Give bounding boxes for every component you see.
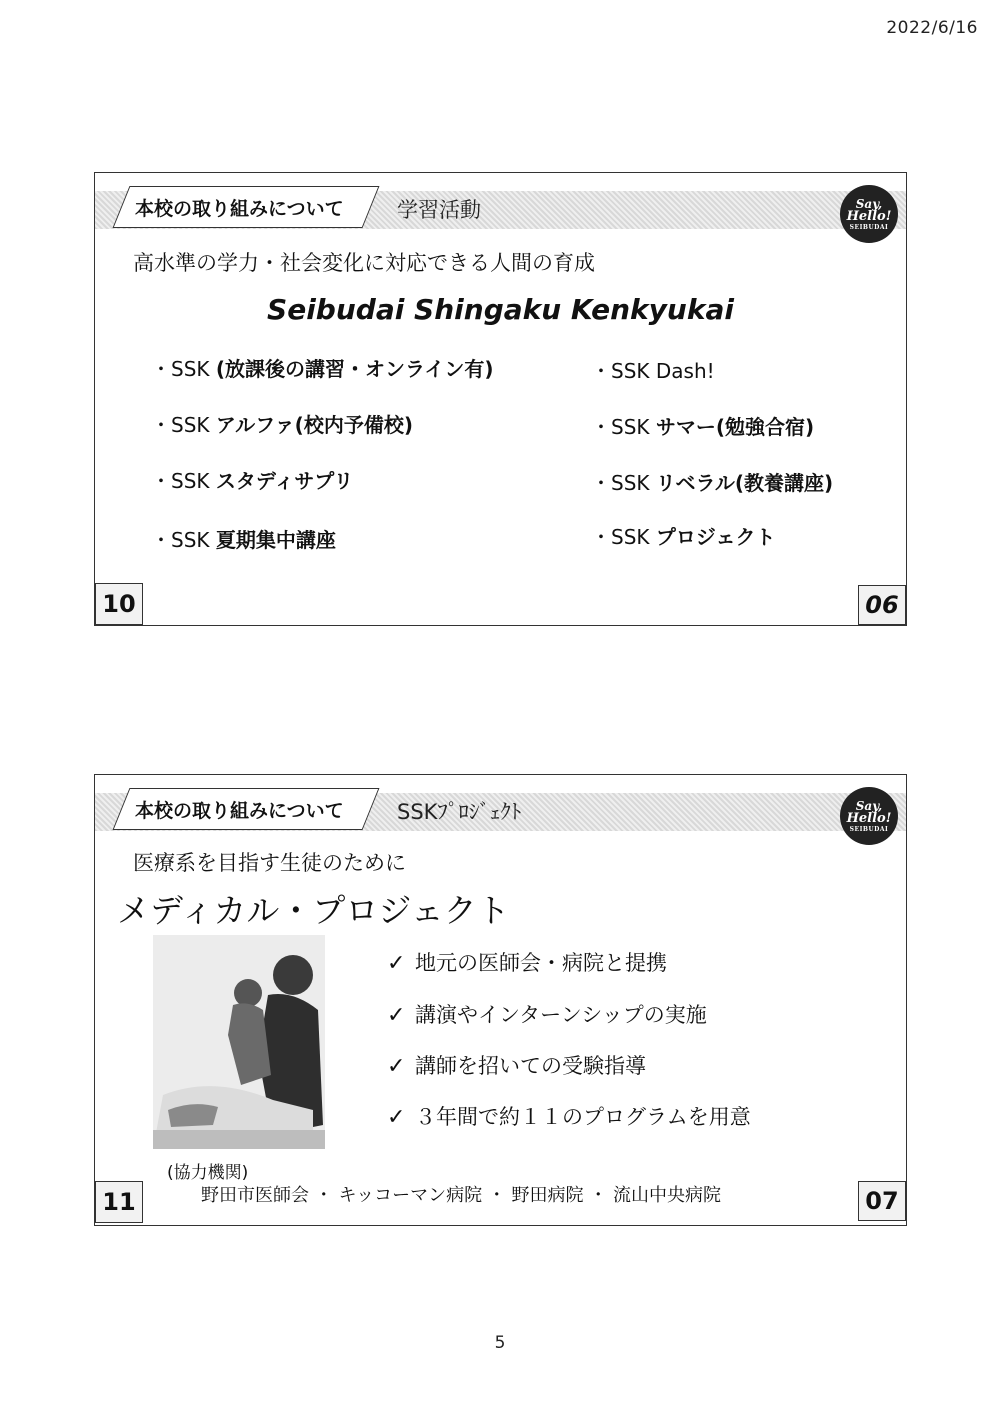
list-item: [151, 409, 413, 438]
bullet-prefix: ・SSK: [591, 471, 656, 495]
check-text: ３年間で約１１のプログラムを用意: [415, 1105, 751, 1129]
bullet-prefix: ・SSK: [151, 413, 216, 437]
bullet-prefix: ・SSK: [151, 528, 216, 552]
slide-number-right: 07: [858, 1181, 906, 1221]
cooperating-organizations-list: 野田市医師会 ・ キッコーマン病院 ・ 野田病院 ・ 流山中央病院: [201, 1185, 721, 1206]
list-item: [591, 467, 833, 496]
slide-subtitle: 医療系を目指す生徒のために: [133, 851, 406, 875]
slide-header-title: 本校の取り組みについて: [135, 800, 344, 822]
bullet-prefix: ・SSK: [591, 415, 656, 439]
page-number: 5: [494, 1333, 506, 1353]
bullet-prefix: ・SSK Dash!: [591, 359, 715, 383]
slide-title: メディカル・プロジェクト: [117, 891, 510, 930]
logo-line: Hello!: [846, 810, 892, 826]
photo-illustration-icon: [153, 935, 325, 1149]
list-item: [591, 521, 775, 550]
slide-subtitle: 高水準の学力・社会変化に対応できる人間の育成: [133, 251, 595, 275]
bullet-text: 夏期集中講座: [215, 528, 336, 552]
slide-title: Seibudai Shingaku Kenkyukai: [267, 293, 734, 326]
check-icon: ✓: [387, 1003, 406, 1028]
logo-line: SEIBUDAI: [849, 825, 889, 833]
print-date: 2022/6/16: [886, 18, 978, 38]
check-list-item: [387, 1050, 646, 1080]
bullet-text: スタディサプリ: [215, 469, 354, 493]
bullet-prefix: ・SSK: [591, 525, 656, 549]
bullet-prefix: ・SSK: [151, 469, 216, 493]
cooperating-organizations-label: (協力機関): [167, 1163, 249, 1183]
check-icon: ✓: [387, 951, 406, 976]
list-item: [591, 355, 715, 384]
check-icon: ✓: [387, 1105, 406, 1130]
list-item: [151, 465, 353, 494]
say-hello-logo-icon: [840, 185, 898, 243]
check-icon: ✓: [387, 1054, 406, 1079]
bullet-text: サマー(勉強合宿): [655, 415, 815, 439]
slide-header-subtitle: 学習活動: [397, 198, 481, 222]
slide-number-left: 10: [95, 583, 143, 625]
slide-ssk-project: [94, 774, 907, 1226]
slide-header-title: 本校の取り組みについて: [135, 198, 344, 220]
check-list-item: [387, 999, 707, 1029]
logo-line: SEIBUDAI: [849, 223, 889, 231]
list-item: [151, 353, 494, 382]
say-hello-logo-icon: [840, 787, 898, 845]
list-item: [591, 411, 814, 440]
bullet-text: プロジェクト: [655, 525, 776, 549]
slide-header-subtitle: SSKﾌﾟﾛｼﾞｪｸﾄ: [397, 800, 522, 824]
list-item: [151, 524, 336, 553]
logo-line: Hello!: [846, 208, 892, 224]
medical-training-photo: [153, 935, 325, 1149]
slide-number-left: 11: [95, 1181, 143, 1223]
slide-number-right: 06: [858, 585, 906, 625]
logo-line: Say,: [855, 196, 883, 211]
check-list-item: [387, 947, 667, 977]
bullet-text: アルファ(校内予備校): [215, 413, 413, 437]
check-list-item: [387, 1101, 751, 1131]
bullet-text: (放課後の講習・オンライン有): [215, 357, 494, 381]
check-text: 講師を招いての受験指導: [415, 1054, 646, 1078]
slide-learning-activities: [94, 172, 907, 626]
check-text: 講演やインターンシップの実施: [415, 1003, 707, 1027]
logo-line: Say,: [855, 798, 883, 813]
bullet-text: リベラル(教養講座): [655, 471, 834, 495]
check-text: 地元の医師会・病院と提携: [415, 951, 667, 975]
bullet-prefix: ・SSK: [151, 357, 216, 381]
